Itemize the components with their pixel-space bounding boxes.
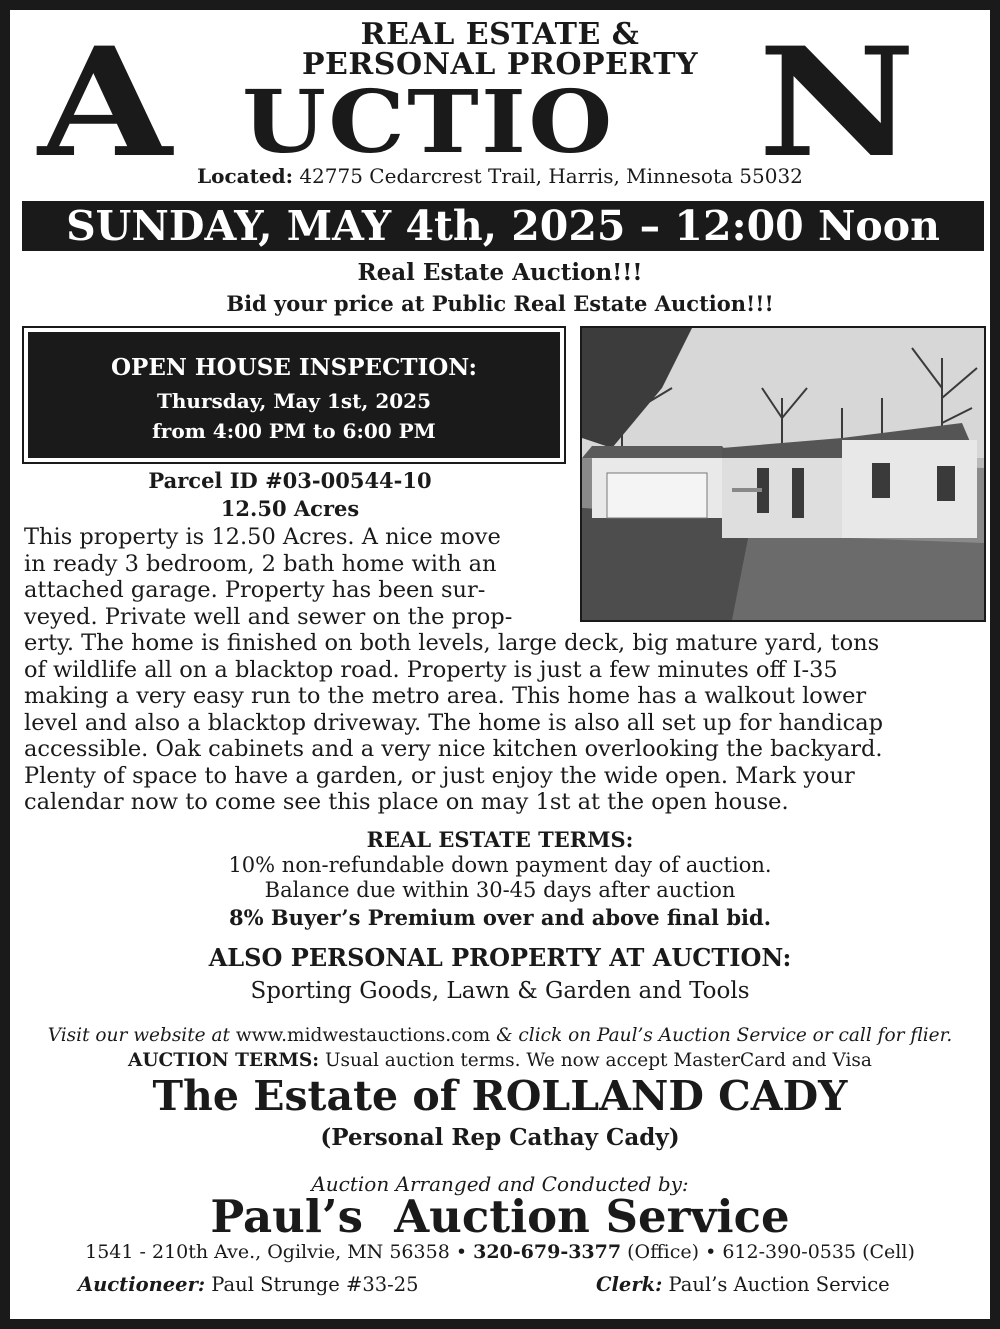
- bullet: •: [455, 1241, 468, 1263]
- website-post: & click on Paul’s Auction Service or call for flier.: [496, 1025, 953, 1046]
- contact-line: [10, 1241, 990, 1263]
- arranged-by: Auction Arranged and Conducted by:: [311, 1172, 689, 1196]
- auction-letter-a: A: [38, 15, 170, 191]
- auction-terms: [10, 1050, 990, 1071]
- personal-rep: (Personal Rep Cathay Cady): [320, 1124, 680, 1151]
- personal-property-items: Sporting Goods, Lawn & Garden and Tools: [250, 978, 750, 1004]
- auction-terms-label: AUCTION TERMS:: [128, 1050, 320, 1071]
- house-photo: [580, 326, 986, 622]
- cell-phone[interactable]: 612-390-0535 (Cell): [722, 1241, 915, 1263]
- website-line: [10, 1025, 990, 1046]
- location-label: Located:: [197, 164, 293, 188]
- open-house-date: Thursday, May 1st, 2025: [156, 389, 432, 413]
- contact-address: 1541 - 210th Ave., Ogilvie, MN 56358: [85, 1241, 450, 1263]
- auction-terms-text: Usual auction terms. We now accept MasterCard and Visa: [324, 1050, 872, 1071]
- description-line: in ready 3 bedroom, 2 bath home with an: [24, 550, 497, 577]
- description-line: level and also a blacktop driveway. The home is also all set up for handicap: [24, 709, 884, 736]
- subheading-1: Real Estate Auction!!!: [357, 259, 643, 286]
- header-line-2: PERSONAL PROPERTY: [301, 47, 699, 82]
- office-label: (Office): [627, 1241, 700, 1263]
- description-line: veyed. Private well and sewer on the prop-: [24, 603, 513, 630]
- description-line: accessible. Oak cabinets and a very nice kitchen overlooking the backyard.: [24, 736, 883, 762]
- parcel-id: Parcel ID #03-00544-10: [148, 468, 432, 493]
- parcel-acres: 12.50 Acres: [220, 496, 360, 521]
- description-line: calendar now to come see this place on may 1st at the open house.: [24, 789, 789, 815]
- description-line: erty. The home is finished on both levels, large deck, big mature yard, tons: [24, 630, 880, 656]
- company-name: Paul’s Auction Service: [210, 1190, 790, 1243]
- estate-title: The Estate of ROLLAND CADY: [152, 1072, 848, 1120]
- auction-letter-n: N: [758, 15, 914, 191]
- auctioneer-label: Auctioneer:: [78, 1273, 206, 1296]
- location-address: 42775 Cedarcrest Trail, Harris, Minnesota 55032: [299, 164, 803, 188]
- open-house-title: OPEN HOUSE INSPECTION:: [111, 354, 477, 381]
- office-phone[interactable]: 320-679-3377: [473, 1241, 622, 1263]
- bullet: •: [705, 1241, 717, 1263]
- location: [10, 164, 990, 188]
- description-line: attached garage. Property has been sur-: [24, 577, 486, 603]
- open-house-time: from 4:00 PM to 6:00 PM: [152, 419, 436, 443]
- description-line: This property is 12.50 Acres. A nice move: [24, 524, 501, 550]
- re-terms-title: REAL ESTATE TERMS:: [366, 827, 634, 852]
- clerk: [596, 1273, 890, 1296]
- clerk-label: Clerk:: [596, 1273, 663, 1296]
- header-line-1: REAL ESTATE &: [360, 17, 640, 52]
- date-banner: SUNDAY, MAY 4th, 2025 – 12:00 Noon: [22, 201, 984, 251]
- auctioneer-name: Paul Strunge #33-25: [211, 1273, 419, 1296]
- description-line: of wildlife all on a blacktop road. Property is just a few minutes off I-35: [24, 656, 838, 683]
- website-url[interactable]: www.midwestauctions.com: [235, 1025, 491, 1046]
- description-line: Plenty of space to have a garden, or just enjoy the wide open. Mark your: [24, 762, 855, 789]
- open-house-box: [22, 326, 566, 464]
- auction-flyer: [10, 10, 990, 1319]
- subheading-2: Bid your price at Public Real Estate Auction!!!: [226, 291, 774, 316]
- re-terms-line-2: Balance due within 30-45 days after auction: [264, 878, 736, 902]
- house-photo-icon: [582, 328, 984, 620]
- re-terms-line-1: 10% non-refundable down payment day of auction.: [228, 853, 772, 877]
- description-line: making a very easy run to the metro area. This home has a walkout lower: [24, 683, 867, 709]
- website-pre: Visit our website at: [47, 1025, 230, 1046]
- auctioneer: [78, 1273, 419, 1296]
- personal-property-title: ALSO PERSONAL PROPERTY AT AUCTION:: [208, 943, 792, 972]
- clerk-name: Paul’s Auction Service: [668, 1273, 890, 1296]
- auction-letters-middle: UCTIO: [242, 72, 615, 173]
- re-terms-line-3: 8% Buyer’s Premium over and above final bid.: [228, 905, 772, 930]
